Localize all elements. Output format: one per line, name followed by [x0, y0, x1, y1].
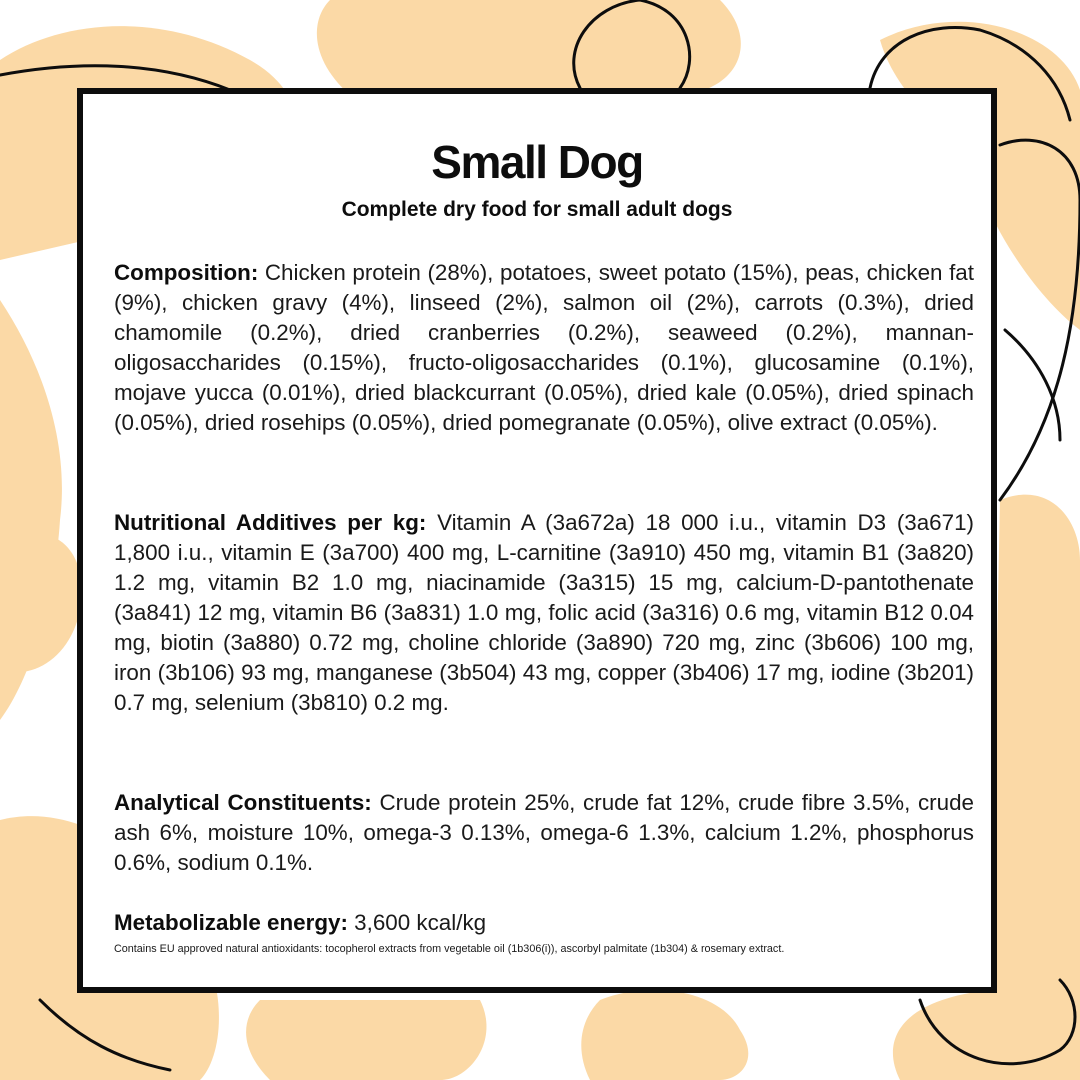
nutritional-additives-text: Vitamin A (3a672a) 18 000 i.u., vitamin D3 (3a671) 1,800 i.u., vitamin E (3a700) 400 mg, L-carnitine (3a910) 450 mg, vitamin B1 (3a820) 1.2 mg, vitamin B2 1.0 mg, niacinamide (3a315) 15 mg, calcium-D-pantothenate (3a841) 12 mg, vitamin B6 (3a831) 1.0 mg, folic acid (3a316) 0.6 mg, vitamin B12 0.04 mg, biotin (3a880) 0.72 mg, choline chloride (3a890) 720 mg, zinc (3b606) 100 mg, iron (3b106) 93 mg, manganese (3b504) 43 mg, copper (3b406) 17 mg, iodine (3b201) 0.7 mg, selenium (3b810) 0.2 mg. — [114, 510, 974, 715]
product-subtitle: Complete dry food for small adult dogs — [341, 198, 733, 221]
nutritional-additives-section — [114, 508, 974, 718]
blob-bottom-center — [246, 1000, 486, 1080]
antioxidants-footnote: Contains EU approved natural antioxidants: tocopherol extracts from vegetable oil (1b306(i)), ascorbyl palmitate (1b304) & rosemary extract. — [114, 943, 785, 955]
composition-label: Composition: — [114, 260, 259, 285]
composition-section — [114, 258, 974, 438]
analytical-constituents-section — [114, 788, 974, 878]
nutritional-additives-label: Nutritional Additives per kg: — [114, 510, 427, 535]
outline-right-curve — [1005, 330, 1060, 440]
metabolizable-energy-label: Metabolizable energy: — [114, 910, 348, 935]
blob-left-fruit — [0, 535, 82, 673]
blob-top-center — [317, 0, 741, 95]
composition-text: Chicken protein (28%), potatoes, sweet potato (15%), peas, chicken fat (9%), chicken gravy (4%), linseed (2%), salmon oil (2%), carrots (0.3%), dried chamomile (0.2%), dried cranberries (0.2%), seaweed (0.2%), mannan-oligosaccharides (0.15%), fructo-oligosaccharides (0.1%), glucosamine (0.1%), mojave yucca (0.01%), dried blackcurrant (0.05%), dried kale (0.05%), dried spinach (0.05%), dried rosehips (0.05%), dried pomegranate (0.05%), olive extract (0.05%). — [114, 260, 974, 435]
analytical-constituents-text: Crude protein 25%, crude fat 12%, crude fibre 3.5%, crude ash 6%, moisture 10%, omega-3 0.13%, omega-6 1.3%, calcium 1.2%, phosphorus 0.6%, sodium 0.1%. — [114, 790, 974, 875]
product-title: Small Dog — [431, 136, 643, 188]
nutrition-label-panel — [77, 88, 997, 993]
metabolizable-energy-section — [114, 908, 974, 938]
metabolizable-energy-value: 3,600 kcal/kg — [354, 910, 487, 935]
analytical-constituents-label: Analytical Constituents: — [114, 790, 372, 815]
blob-bottom-fruit — [581, 990, 748, 1080]
